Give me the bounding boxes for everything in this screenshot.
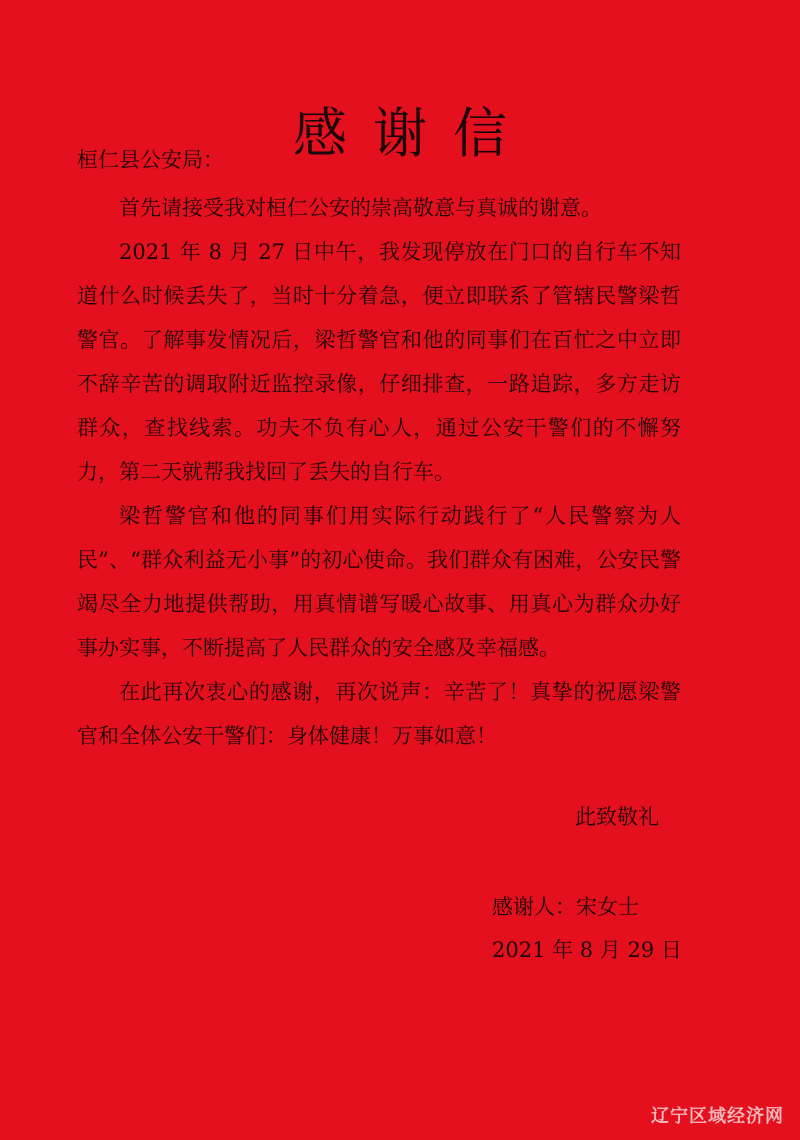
paragraph-3: 梁哲警官和他的同事们用实际行动践行了“人民警察为人民”、“群众利益无小事”的初心使命。我们群众有困难，公安民警竭尽全力地提供帮助，用真情谱写暖心故事、用真心为群众办好事办实事，不断提高了人民群众的安全感及幸福感。 bbox=[77, 504, 681, 660]
letter-date: 2021 年 8 月 29 日 bbox=[492, 938, 682, 962]
site-watermark: 辽宁区域经济网 bbox=[651, 1106, 784, 1127]
letter-signer: 感谢人：宋女士 bbox=[492, 895, 639, 919]
paragraph-2: 2021 年 8 月 27 日中午，我发现停放在门口的自行车不知道什么时候丢失了，当时十分着急，便立即联系了管辖民警梁哲警官。了解事发情况后，梁哲警官和他的同事们在百忙之中立即不辞辛苦的调取附近监控录像，仔细排查，一路追踪，多方走访群众，查找线索。功夫不负有心人，通过公安干警们的不懈努力，第二天就帮我找回了丢失的自行车。 bbox=[77, 240, 681, 484]
paragraph-4: 在此再次衷心的感谢，再次说声：辛苦了！真挚的祝愿梁警官和全体公安干警们：身体健康！万事如意！ bbox=[77, 680, 681, 748]
letter-closing: 此致敬礼 bbox=[575, 805, 659, 829]
letter-title: 感谢信 bbox=[293, 102, 533, 166]
paragraph-1: 首先请接受我对桓仁公安的崇高敬意与真诚的谢意。 bbox=[119, 196, 602, 220]
letter-body bbox=[77, 186, 681, 758]
letter-salutation: 桓仁县公安局： bbox=[77, 148, 224, 172]
